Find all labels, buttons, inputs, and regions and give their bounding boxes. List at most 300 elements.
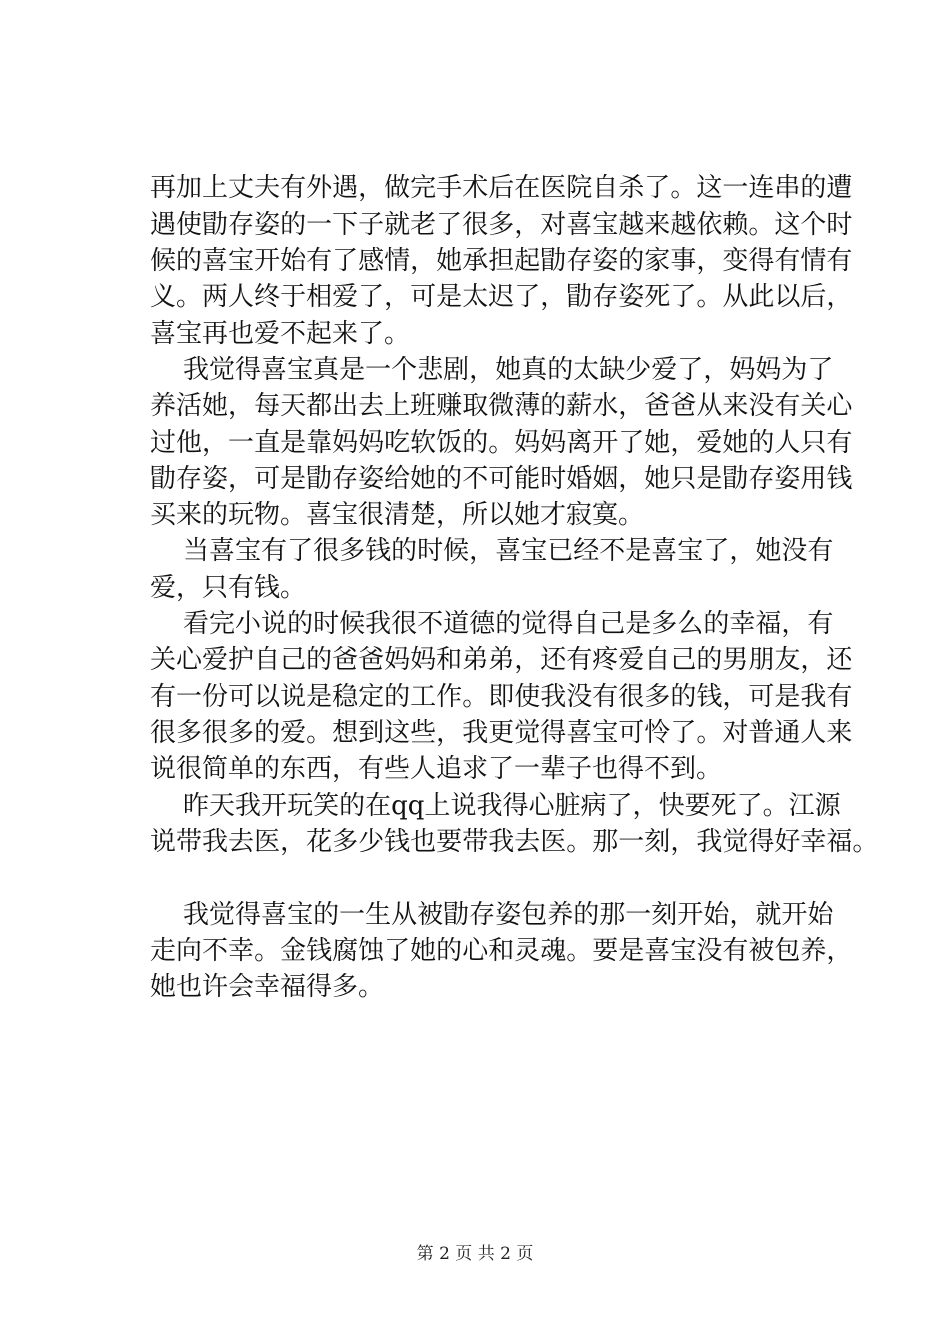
glyph: 能 bbox=[514, 464, 541, 494]
glyph: 还 bbox=[540, 645, 567, 675]
glyph: 爱 bbox=[696, 428, 723, 458]
glyph: 医 bbox=[540, 827, 567, 857]
glyph: ， bbox=[469, 355, 496, 385]
text-line bbox=[183, 533, 834, 569]
glyph: 离 bbox=[566, 428, 593, 458]
glyph: ， bbox=[781, 609, 808, 639]
glyph: 自 bbox=[592, 173, 619, 203]
glyph: 的 bbox=[287, 609, 314, 639]
glyph: 妈 bbox=[358, 428, 385, 458]
text-line bbox=[150, 388, 853, 424]
glyph: 说 bbox=[280, 682, 307, 712]
glyph: 就 bbox=[384, 210, 411, 240]
glyph: 有 bbox=[150, 682, 177, 712]
glyph: 很 bbox=[202, 718, 229, 748]
glyph: 的 bbox=[436, 464, 463, 494]
glyph: 我 bbox=[235, 791, 262, 821]
glyph: 了 bbox=[514, 282, 541, 312]
glyph: 的 bbox=[391, 536, 418, 566]
glyph: ， bbox=[670, 827, 697, 857]
glyph: 多 bbox=[228, 718, 255, 748]
glyph: 勖 bbox=[306, 464, 333, 494]
glyph: 她 bbox=[755, 536, 782, 566]
text-line bbox=[183, 606, 834, 642]
glyph: 的 bbox=[573, 900, 600, 930]
glyph: 相 bbox=[306, 282, 333, 312]
glyph: 的 bbox=[495, 609, 522, 639]
glyph: ， bbox=[632, 791, 659, 821]
glyph: 经 bbox=[573, 536, 600, 566]
glyph: 勖 bbox=[566, 282, 593, 312]
glyph: 包 bbox=[521, 900, 548, 930]
glyph: 觉 bbox=[722, 827, 749, 857]
glyph: 有 bbox=[807, 536, 834, 566]
glyph: 缺 bbox=[599, 355, 626, 385]
glyph: 了 bbox=[332, 246, 359, 276]
glyph: 姿 bbox=[774, 464, 801, 494]
glyph: 多 bbox=[332, 827, 359, 857]
glyph: 始 bbox=[280, 246, 307, 276]
glyph: 了 bbox=[606, 791, 633, 821]
glyph: 这 bbox=[384, 718, 411, 748]
glyph: 爱 bbox=[280, 718, 307, 748]
glyph: 爸 bbox=[670, 391, 697, 421]
glyph: 剧 bbox=[443, 355, 470, 385]
glyph: 了 bbox=[436, 210, 463, 240]
glyph: 存 bbox=[566, 246, 593, 276]
glyph: 她 bbox=[722, 428, 749, 458]
glyph: 一 bbox=[228, 428, 255, 458]
glyph: 带 bbox=[462, 827, 489, 857]
glyph: 没 bbox=[781, 536, 808, 566]
glyph: 存 bbox=[748, 464, 775, 494]
glyph: 以 bbox=[254, 682, 281, 712]
glyph: 好 bbox=[774, 827, 801, 857]
glyph: 我 bbox=[183, 355, 210, 385]
glyph: 带 bbox=[176, 827, 203, 857]
glyph: 昨 bbox=[183, 791, 210, 821]
glyph: 宝 bbox=[287, 355, 314, 385]
glyph: ， bbox=[722, 682, 749, 712]
glyph: 姿 bbox=[592, 246, 619, 276]
glyph: 了 bbox=[703, 536, 730, 566]
glyph: 很 bbox=[313, 536, 340, 566]
text-line: 爱，只有钱。 bbox=[150, 573, 307, 603]
text-line bbox=[150, 824, 879, 860]
glyph: 完 bbox=[410, 173, 437, 203]
glyph: 觉 bbox=[514, 718, 541, 748]
glyph: 了 bbox=[287, 536, 314, 566]
glyph: 喜 bbox=[209, 536, 236, 566]
glyph: 有 bbox=[566, 645, 593, 675]
glyph: 的 bbox=[462, 428, 489, 458]
glyph: 家 bbox=[644, 246, 671, 276]
glyph: 被 bbox=[417, 900, 444, 930]
glyph: 吃 bbox=[384, 428, 411, 458]
glyph: 连 bbox=[748, 173, 775, 203]
glyph: 喜 bbox=[202, 246, 229, 276]
glyph: 担 bbox=[488, 246, 515, 276]
glyph: ， bbox=[469, 536, 496, 566]
glyph: 妈 bbox=[514, 428, 541, 458]
glyph: 养 bbox=[150, 391, 177, 421]
glyph: 宝 bbox=[228, 246, 255, 276]
glyph: 子 bbox=[358, 210, 385, 240]
glyph: ， bbox=[514, 210, 541, 240]
glyph: 迟 bbox=[488, 282, 515, 312]
glyph: 心 bbox=[826, 391, 853, 421]
glyph: 越 bbox=[670, 210, 697, 240]
glyph: 薄 bbox=[514, 391, 541, 421]
glyph: ， bbox=[618, 464, 645, 494]
glyph: 宝 bbox=[592, 210, 619, 240]
glyph: 德 bbox=[469, 609, 496, 639]
glyph: 越 bbox=[618, 210, 645, 240]
glyph: 了 bbox=[736, 791, 763, 821]
glyph: 爱 bbox=[332, 282, 359, 312]
glyph: 钱 bbox=[826, 464, 853, 494]
glyph: 是 bbox=[625, 609, 652, 639]
glyph: 悲 bbox=[417, 355, 444, 385]
glyph: 说 bbox=[450, 791, 477, 821]
glyph: 有 bbox=[722, 936, 749, 966]
glyph: 有 bbox=[826, 682, 853, 712]
glyph: 宝 bbox=[287, 900, 314, 930]
glyph: 也 bbox=[410, 827, 437, 857]
glyph: 姿 bbox=[254, 210, 281, 240]
glyph: 蚀 bbox=[358, 936, 385, 966]
glyph: 后 bbox=[800, 282, 827, 312]
glyph: 从 bbox=[391, 900, 418, 930]
glyph: 稳 bbox=[332, 682, 359, 712]
glyph: 是 bbox=[339, 355, 366, 385]
glyph: 要 bbox=[592, 936, 619, 966]
glyph: 是 bbox=[618, 936, 645, 966]
glyph: 。 bbox=[762, 791, 789, 821]
glyph: 个 bbox=[800, 210, 827, 240]
glyph: 姿 bbox=[202, 464, 229, 494]
glyph: 一 bbox=[306, 210, 333, 240]
glyph: 她 bbox=[495, 355, 522, 385]
glyph: 快 bbox=[658, 791, 685, 821]
glyph: 在 bbox=[365, 791, 392, 821]
glyph: 感 bbox=[358, 246, 385, 276]
glyph: qq bbox=[391, 791, 425, 821]
glyph: ， bbox=[410, 246, 437, 276]
glyph: 开 bbox=[677, 900, 704, 930]
glyph: 的 bbox=[547, 355, 574, 385]
glyph: 人 bbox=[228, 282, 255, 312]
glyph: 只 bbox=[800, 428, 827, 458]
text-line bbox=[183, 897, 834, 933]
glyph: 遭 bbox=[826, 173, 853, 203]
text-line bbox=[183, 788, 841, 824]
glyph: 的 bbox=[176, 246, 203, 276]
glyph: 。 bbox=[254, 936, 281, 966]
glyph: 。 bbox=[488, 428, 515, 458]
glyph: ， bbox=[826, 936, 853, 966]
glyph: 灵 bbox=[514, 936, 541, 966]
glyph: 加 bbox=[176, 173, 203, 203]
glyph: 天 bbox=[280, 391, 307, 421]
glyph: 软 bbox=[410, 428, 437, 458]
glyph: 爸 bbox=[332, 645, 359, 675]
glyph: 我 bbox=[696, 827, 723, 857]
glyph: 我 bbox=[540, 682, 567, 712]
glyph: 可 bbox=[748, 682, 775, 712]
glyph: 依 bbox=[696, 210, 723, 240]
glyph: 个 bbox=[391, 355, 418, 385]
glyph: 去 bbox=[514, 827, 541, 857]
glyph: ， bbox=[358, 173, 385, 203]
glyph: 道 bbox=[443, 609, 470, 639]
glyph: 包 bbox=[774, 936, 801, 966]
glyph: 关 bbox=[150, 645, 177, 675]
glyph: 宝 bbox=[592, 718, 619, 748]
glyph: 有 bbox=[826, 246, 853, 276]
text-line bbox=[150, 425, 853, 461]
glyph: 有 bbox=[807, 609, 834, 639]
glyph: 觉 bbox=[521, 609, 548, 639]
glyph: 的 bbox=[384, 682, 411, 712]
glyph: 完 bbox=[209, 609, 236, 639]
glyph: 的 bbox=[748, 428, 775, 458]
glyph: 喜 bbox=[566, 718, 593, 748]
glyph: 那 bbox=[592, 827, 619, 857]
glyph: 人 bbox=[800, 718, 827, 748]
glyph: 喜 bbox=[651, 536, 678, 566]
glyph: 被 bbox=[748, 936, 775, 966]
glyph: 没 bbox=[748, 391, 775, 421]
glyph: 没 bbox=[566, 682, 593, 712]
glyph: 我 bbox=[800, 682, 827, 712]
glyph: 串 bbox=[774, 173, 801, 203]
text-line bbox=[183, 352, 834, 388]
glyph: 工 bbox=[410, 682, 437, 712]
text-line: 买来的玩物。喜宝很清楚，所以她才寂寞。 bbox=[150, 500, 645, 530]
glyph: 她 bbox=[410, 464, 437, 494]
glyph: 真 bbox=[521, 355, 548, 385]
glyph: 源 bbox=[814, 791, 841, 821]
glyph: 了 bbox=[618, 428, 645, 458]
glyph: 有 bbox=[826, 428, 853, 458]
glyph: 真 bbox=[313, 355, 340, 385]
glyph: ， bbox=[729, 536, 756, 566]
glyph: 很 bbox=[391, 609, 418, 639]
glyph: 候 bbox=[339, 609, 366, 639]
glyph: 还 bbox=[826, 645, 853, 675]
glyph: 说 bbox=[261, 609, 288, 639]
glyph: 喜 bbox=[261, 355, 288, 385]
glyph: 要 bbox=[684, 791, 711, 821]
glyph: ， bbox=[228, 391, 255, 421]
glyph: 的 bbox=[313, 900, 340, 930]
glyph: 候 bbox=[150, 246, 177, 276]
glyph: 己 bbox=[599, 609, 626, 639]
glyph: 给 bbox=[384, 464, 411, 494]
glyph: 一 bbox=[339, 900, 366, 930]
glyph: 婚 bbox=[566, 464, 593, 494]
glyph: 后 bbox=[488, 173, 515, 203]
glyph: 有 bbox=[774, 391, 801, 421]
glyph: 。 bbox=[306, 718, 333, 748]
glyph: 是 bbox=[625, 536, 652, 566]
glyph: 水 bbox=[592, 391, 619, 421]
glyph: 爸 bbox=[644, 391, 671, 421]
glyph: 一 bbox=[722, 173, 749, 203]
glyph: 护 bbox=[228, 645, 255, 675]
glyph: 刻 bbox=[644, 827, 671, 857]
glyph: 丈 bbox=[228, 173, 255, 203]
glyph: 刻 bbox=[651, 900, 678, 930]
glyph: 存 bbox=[176, 464, 203, 494]
glyph: 多 bbox=[644, 682, 671, 712]
text-line bbox=[150, 461, 853, 497]
glyph: 即 bbox=[488, 682, 515, 712]
glyph: 些 bbox=[410, 718, 437, 748]
glyph: 我 bbox=[365, 609, 392, 639]
glyph: 时 bbox=[417, 536, 444, 566]
glyph: 的 bbox=[670, 682, 697, 712]
glyph: 小 bbox=[235, 609, 262, 639]
text-line bbox=[150, 679, 853, 715]
glyph: 多 bbox=[488, 210, 515, 240]
glyph: 喜 bbox=[495, 536, 522, 566]
glyph: 每 bbox=[254, 391, 281, 421]
glyph: 疼 bbox=[592, 645, 619, 675]
glyph: 得 bbox=[748, 246, 775, 276]
glyph: 宝 bbox=[235, 536, 262, 566]
glyph: 来 bbox=[644, 210, 671, 240]
glyph: 自 bbox=[573, 609, 600, 639]
glyph: 生 bbox=[365, 900, 392, 930]
glyph: ， bbox=[540, 282, 567, 312]
glyph: 有 bbox=[280, 173, 307, 203]
glyph: 。 bbox=[566, 827, 593, 857]
glyph: 姿 bbox=[618, 282, 645, 312]
glyph: 手 bbox=[436, 173, 463, 203]
glyph: 她 bbox=[644, 428, 671, 458]
glyph: 班 bbox=[410, 391, 437, 421]
glyph: 姻 bbox=[592, 464, 619, 494]
glyph: 上 bbox=[384, 391, 411, 421]
glyph: 笑 bbox=[313, 791, 340, 821]
glyph: 对 bbox=[540, 210, 567, 240]
glyph: 走 bbox=[150, 936, 177, 966]
glyph: 觉 bbox=[209, 355, 236, 385]
glyph: 人 bbox=[774, 428, 801, 458]
glyph: 幸 bbox=[800, 827, 827, 857]
glyph: 医 bbox=[254, 827, 281, 857]
glyph: 。 bbox=[462, 682, 489, 712]
glyph: 魂 bbox=[540, 936, 567, 966]
glyph: 弟 bbox=[462, 645, 489, 675]
glyph: 始 bbox=[807, 900, 834, 930]
text-line bbox=[150, 207, 853, 243]
glyph: 的 bbox=[254, 718, 281, 748]
glyph: 已 bbox=[547, 536, 574, 566]
glyph: 是 bbox=[280, 428, 307, 458]
glyph: ， bbox=[202, 428, 229, 458]
glyph: 赚 bbox=[436, 391, 463, 421]
glyph: 幸 bbox=[729, 609, 756, 639]
glyph: 朋 bbox=[748, 645, 775, 675]
glyph: 时 bbox=[313, 609, 340, 639]
glyph: 少 bbox=[358, 827, 385, 857]
glyph: 脏 bbox=[554, 791, 581, 821]
glyph: 当 bbox=[183, 536, 210, 566]
glyph: 变 bbox=[722, 246, 749, 276]
glyph: 可 bbox=[254, 464, 281, 494]
glyph: 开 bbox=[592, 428, 619, 458]
glyph: 我 bbox=[488, 827, 515, 857]
glyph: 上 bbox=[202, 173, 229, 203]
glyph: 。 bbox=[566, 936, 593, 966]
glyph: 了 bbox=[670, 282, 697, 312]
glyph: 只 bbox=[670, 464, 697, 494]
glyph: 可 bbox=[618, 718, 645, 748]
glyph: 是 bbox=[696, 464, 723, 494]
glyph: 妈 bbox=[410, 645, 437, 675]
glyph: 他 bbox=[176, 428, 203, 458]
glyph: 为 bbox=[781, 355, 808, 385]
glyph: 有 bbox=[306, 246, 333, 276]
glyph: 得 bbox=[547, 609, 574, 639]
glyph: 腐 bbox=[332, 936, 359, 966]
glyph: 死 bbox=[710, 791, 737, 821]
glyph: 来 bbox=[722, 391, 749, 421]
glyph: 通 bbox=[774, 718, 801, 748]
glyph: 。 bbox=[696, 282, 723, 312]
glyph: 下 bbox=[332, 210, 359, 240]
glyph: ， bbox=[436, 718, 463, 748]
glyph: 都 bbox=[306, 391, 333, 421]
glyph: 的 bbox=[703, 609, 730, 639]
glyph: 了 bbox=[677, 355, 704, 385]
glyph: 么 bbox=[677, 609, 704, 639]
glyph: 去 bbox=[228, 827, 255, 857]
glyph: 妈 bbox=[384, 645, 411, 675]
glyph: 存 bbox=[228, 210, 255, 240]
glyph: 花 bbox=[306, 827, 333, 857]
glyph: 过 bbox=[150, 428, 177, 458]
glyph: 和 bbox=[488, 936, 515, 966]
glyph: 怜 bbox=[644, 718, 671, 748]
glyph: 爸 bbox=[358, 645, 385, 675]
glyph: 这 bbox=[774, 210, 801, 240]
glyph: 活 bbox=[176, 391, 203, 421]
glyph: 微 bbox=[488, 391, 515, 421]
glyph: 作 bbox=[436, 682, 463, 712]
glyph: 。 bbox=[748, 210, 775, 240]
glyph: 饭 bbox=[436, 428, 463, 458]
glyph: 喜 bbox=[566, 210, 593, 240]
glyph: 金 bbox=[280, 936, 307, 966]
glyph: 得 bbox=[540, 718, 567, 748]
glyph: 一 bbox=[176, 682, 203, 712]
glyph: 术 bbox=[462, 173, 489, 203]
glyph: 出 bbox=[332, 391, 359, 421]
glyph: 了 bbox=[807, 355, 834, 385]
glyph: 养 bbox=[800, 936, 827, 966]
glyph: 是 bbox=[436, 282, 463, 312]
glyph: 份 bbox=[202, 682, 229, 712]
glyph: 。 bbox=[852, 827, 879, 857]
glyph: 病 bbox=[580, 791, 607, 821]
glyph: 心 bbox=[176, 645, 203, 675]
glyph: 。 bbox=[696, 718, 723, 748]
glyph: 以 bbox=[774, 282, 801, 312]
